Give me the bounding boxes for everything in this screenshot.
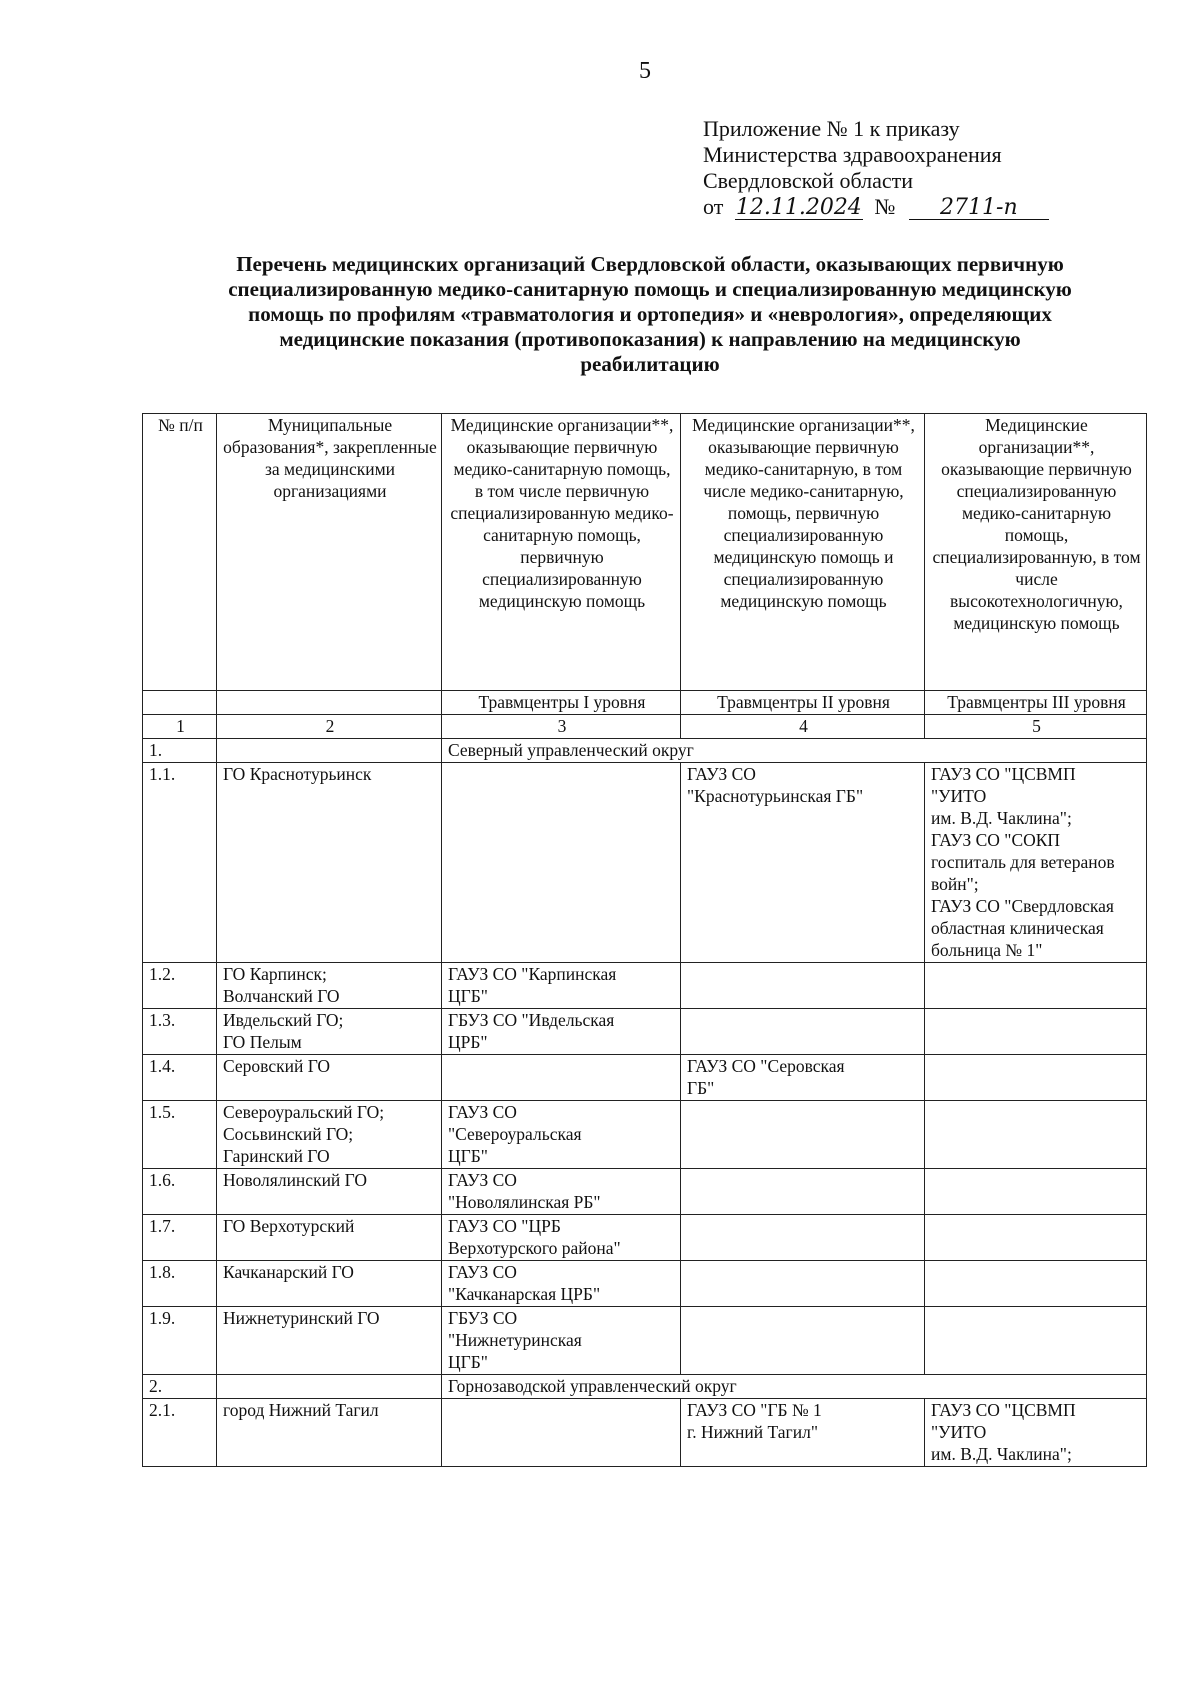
level3-org-cell: [925, 1055, 1147, 1101]
cell-line: ГАУЗ СО: [448, 1262, 517, 1282]
level1-org-cell: [442, 763, 681, 963]
cell-line: ГО Краснотурьинск: [223, 764, 372, 784]
table-row: [143, 1307, 1147, 1375]
cell-line: войн";: [931, 874, 979, 894]
municipality-cell: [217, 963, 442, 1009]
number-label: №: [874, 194, 896, 219]
cell-line: ГО Пелым: [223, 1032, 302, 1052]
cell-line: им. В.Д. Чаклина";: [931, 1444, 1072, 1464]
district-empty-cell: [217, 1375, 442, 1399]
cell-line: Волчанский ГО: [223, 986, 340, 1006]
table-column-number-row: [143, 715, 1147, 739]
cell-line: ГАУЗ СО "ЦСВМП: [931, 764, 1076, 784]
cell-line: ГО Верхотурский: [223, 1216, 355, 1236]
municipality-cell: [217, 1261, 442, 1307]
from-label: от: [703, 194, 724, 219]
cell-line: ГАУЗ СО "ГБ № 1: [687, 1400, 822, 1420]
row-number: 1.8.: [143, 1261, 217, 1307]
handwritten-date: 12.11.2024: [735, 195, 862, 220]
level1-org-cell: [442, 1169, 681, 1215]
district-name: Северный управленческий округ: [442, 739, 1147, 763]
level-cell-empty-1: [143, 691, 217, 715]
level1-org-cell: [442, 1055, 681, 1101]
level2-org-cell: [681, 1399, 925, 1467]
table-row: [143, 1215, 1147, 1261]
municipality-cell: [217, 763, 442, 963]
appendix-block: [703, 116, 1103, 220]
level1-org-cell: [442, 1101, 681, 1169]
header-col-level1-orgs: Медицинские организации**, оказывающие первичную медико-санитарную помощь, в том числе первичную специализированную медико-санитарную помощь, первичную специализированную медицинскую помощь: [442, 414, 681, 691]
table-row: [143, 963, 1147, 1009]
document-title: [140, 252, 1160, 377]
column-number: 1: [143, 715, 217, 739]
header-col-municipality: Муниципальные образования*, закрепленные за медицинскими организациями: [217, 414, 442, 691]
level3-org-cell: [925, 1101, 1147, 1169]
level2-org-cell: [681, 1055, 925, 1101]
table-row: [143, 1169, 1147, 1215]
cell-line: Серовский ГО: [223, 1056, 331, 1076]
cell-line: "УИТО: [931, 786, 987, 806]
title-line-1: Перечень медицинских организаций Свердловской области, оказывающих первичную: [236, 252, 1064, 276]
organizations-table: [142, 413, 1147, 1467]
cell-line: ГБ": [687, 1078, 715, 1098]
cell-line: ГАУЗ СО "Свердловская: [931, 896, 1114, 916]
cell-line: ГАУЗ СО: [448, 1102, 517, 1122]
cell-line: ЦГБ": [448, 1146, 488, 1166]
cell-line: ЦГБ": [448, 986, 488, 1006]
cell-line: больница № 1": [931, 940, 1043, 960]
title-line-4: медицинские показания (противопоказания) к направлению на медицинскую: [279, 327, 1021, 351]
level1-org-cell: [442, 963, 681, 1009]
table-row: [143, 763, 1147, 963]
cell-line: Новолялинский ГО: [223, 1170, 367, 1190]
table-header-row: [143, 414, 1147, 691]
cell-line: ГАУЗ СО "Карпинская: [448, 964, 617, 984]
level3-org-cell: [925, 963, 1147, 1009]
level2-org-cell: [681, 1009, 925, 1055]
cell-line: "Качканарская ЦРБ": [448, 1284, 601, 1304]
municipality-cell: [217, 1215, 442, 1261]
header-col-level2-orgs: Медицинские организации**, оказывающие первичную медико-санитарную, в том числе медико-санитарную, помощь, первичную специализированную медицинскую помощь и специализированную медицинскую помощь: [681, 414, 925, 691]
level3-org-cell: [925, 763, 1147, 963]
level-cell-col5: Травмцентры III уровня: [925, 691, 1147, 715]
cell-line: ГБУЗ СО "Ивдельская: [448, 1010, 615, 1030]
row-number: 1.5.: [143, 1101, 217, 1169]
table-row: [143, 1261, 1147, 1307]
level1-org-cell: [442, 1399, 681, 1467]
title-line-2: специализированную медико-санитарную помощь и специализированную медицинскую: [228, 277, 1072, 301]
row-number: 1.2.: [143, 963, 217, 1009]
district-number: 1.: [143, 739, 217, 763]
level2-org-cell: [681, 963, 925, 1009]
level3-org-cell: [925, 1215, 1147, 1261]
cell-line: ГАУЗ СО "СОКП: [931, 830, 1061, 850]
cell-line: "Нижнетуринская: [448, 1330, 582, 1350]
municipality-cell: [217, 1399, 442, 1467]
header-col-level3-orgs: Медицинские организации**, оказывающие первичную специализированную медико-санитарную помощь, специализированную, в том числе высокотехнологичную, медицинскую помощь: [925, 414, 1147, 691]
row-number: 1.3.: [143, 1009, 217, 1055]
title-line-3: помощь по профилям «травматология и ортопедия» и «неврология», определяющих: [248, 302, 1052, 326]
title-line-5: реабилитацию: [580, 352, 720, 376]
level2-org-cell: [681, 763, 925, 963]
cell-line: ГАУЗ СО "ЦРБ: [448, 1216, 561, 1236]
level3-org-cell: [925, 1261, 1147, 1307]
cell-line: ГО Карпинск;: [223, 964, 327, 984]
appendix-line-2: Министерства здравоохранения: [703, 142, 1002, 167]
level2-org-cell: [681, 1101, 925, 1169]
appendix-line-1: Приложение № 1 к приказу: [703, 116, 960, 141]
table-row: [143, 1101, 1147, 1169]
level3-org-cell: [925, 1009, 1147, 1055]
level3-org-cell: [925, 1399, 1147, 1467]
cell-line: ЦРБ": [448, 1032, 488, 1052]
cell-line: "УИТО: [931, 1422, 987, 1442]
cell-line: Нижнетуринский ГО: [223, 1308, 380, 1328]
cell-line: город Нижний Тагил: [223, 1400, 379, 1420]
row-number: 1.1.: [143, 763, 217, 963]
order-date-number-line: [703, 194, 1103, 220]
row-number: 1.6.: [143, 1169, 217, 1215]
municipality-cell: [217, 1009, 442, 1055]
level2-org-cell: [681, 1169, 925, 1215]
row-number: 1.9.: [143, 1307, 217, 1375]
district-row: [143, 1375, 1147, 1399]
level1-org-cell: [442, 1261, 681, 1307]
cell-line: Североуральский ГО;: [223, 1102, 385, 1122]
column-number: 2: [217, 715, 442, 739]
cell-line: ГАУЗ СО "Серовская: [687, 1056, 845, 1076]
row-number: 1.7.: [143, 1215, 217, 1261]
municipality-cell: [217, 1055, 442, 1101]
district-name: Горнозаводской управленческий округ: [442, 1375, 1147, 1399]
municipality-cell: [217, 1307, 442, 1375]
cell-line: ГАУЗ СО: [448, 1170, 517, 1190]
cell-line: ГАУЗ СО: [687, 764, 756, 784]
level-cell-empty-2: [217, 691, 442, 715]
level2-org-cell: [681, 1215, 925, 1261]
row-number: 2.1.: [143, 1399, 217, 1467]
table-row: [143, 1399, 1147, 1467]
district-empty-cell: [217, 739, 442, 763]
column-number: 3: [442, 715, 681, 739]
table-level-row: [143, 691, 1147, 715]
level1-org-cell: [442, 1307, 681, 1375]
district-row: [143, 739, 1147, 763]
cell-line: Ивдельский ГО;: [223, 1010, 344, 1030]
level-cell-col3: Травмцентры I уровня: [442, 691, 681, 715]
page-number: 5: [639, 58, 651, 84]
level2-org-cell: [681, 1307, 925, 1375]
cell-line: ГБУЗ СО: [448, 1308, 518, 1328]
cell-line: г. Нижний Тагил": [687, 1422, 818, 1442]
level1-org-cell: [442, 1009, 681, 1055]
level1-org-cell: [442, 1215, 681, 1261]
cell-line: Верхотурского района": [448, 1238, 621, 1258]
cell-line: ГАУЗ СО "ЦСВМП: [931, 1400, 1076, 1420]
level-cell-col4: Травмцентры II уровня: [681, 691, 925, 715]
level3-org-cell: [925, 1169, 1147, 1215]
cell-line: Сосьвинский ГО;: [223, 1124, 354, 1144]
column-number: 5: [925, 715, 1147, 739]
cell-line: ЦГБ": [448, 1352, 488, 1372]
row-number: 1.4.: [143, 1055, 217, 1101]
cell-line: областная клиническая: [931, 918, 1104, 938]
cell-line: Качканарский ГО: [223, 1262, 354, 1282]
column-number: 4: [681, 715, 925, 739]
header-col-number: № п/п: [143, 414, 217, 691]
municipality-cell: [217, 1101, 442, 1169]
cell-line: "Новолялинская РБ": [448, 1192, 601, 1212]
cell-line: им. В.Д. Чаклина";: [931, 808, 1072, 828]
municipality-cell: [217, 1169, 442, 1215]
appendix-line-3: Свердловской области: [703, 168, 913, 193]
district-number: 2.: [143, 1375, 217, 1399]
table-row: [143, 1009, 1147, 1055]
cell-line: госпиталь для ветеранов: [931, 852, 1115, 872]
level2-org-cell: [681, 1261, 925, 1307]
cell-line: "Краснотурьинская ГБ": [687, 786, 864, 806]
handwritten-order-number: 2711-п: [909, 197, 1049, 220]
cell-line: "Североуральская: [448, 1124, 582, 1144]
table-row: [143, 1055, 1147, 1101]
cell-line: Гаринский ГО: [223, 1146, 330, 1166]
level3-org-cell: [925, 1307, 1147, 1375]
